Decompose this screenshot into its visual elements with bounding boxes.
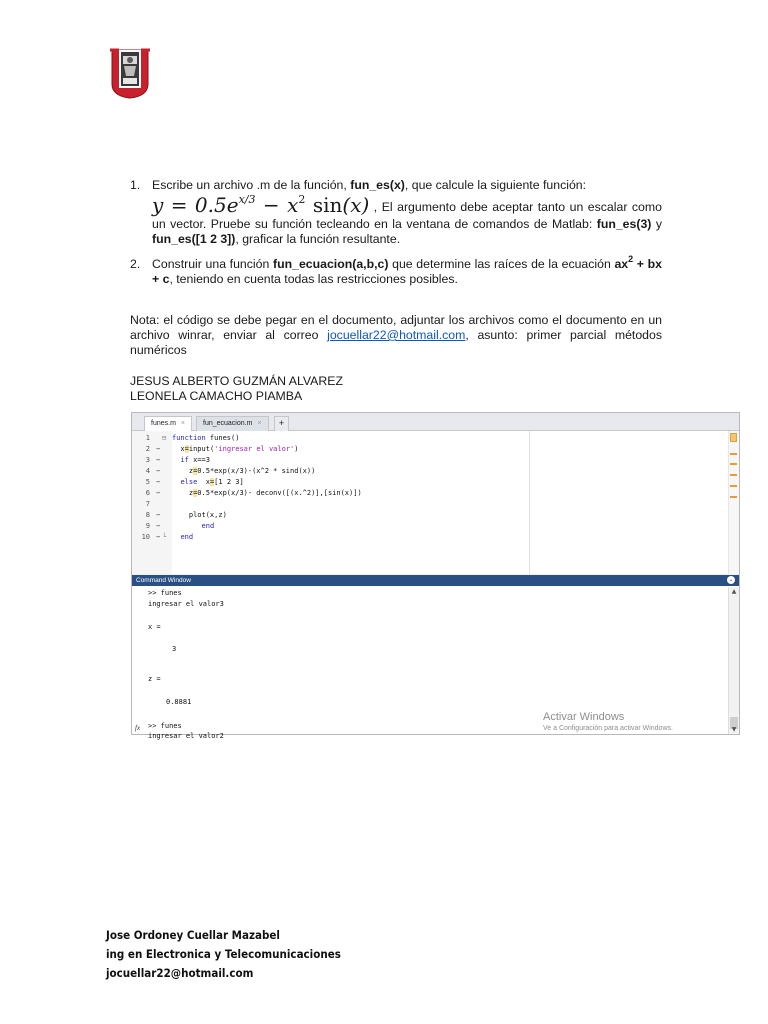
function-name: fun_ecuacion(a,b,c) bbox=[272, 257, 389, 271]
line-number: 6 bbox=[145, 489, 150, 497]
question-text: , El argumento debe aceptar tanto un escalar como un vector. Pruebe su función tecleando en la ventana de comandos de Matlab: bbox=[152, 200, 662, 231]
email-link[interactable]: jocuellar22@hotmail.com bbox=[327, 328, 466, 342]
string-literal: 'ingresar el valor' bbox=[214, 445, 295, 453]
command-line: 0.8881 bbox=[166, 698, 192, 706]
code-line bbox=[172, 433, 239, 444]
code-text: input( bbox=[188, 445, 215, 453]
footer-signature bbox=[106, 926, 341, 983]
warning-marker[interactable] bbox=[730, 453, 737, 455]
code-text: x bbox=[197, 478, 210, 486]
function-call: fun_es(3) bbox=[596, 217, 652, 231]
breakpoint-dash[interactable]: − bbox=[156, 456, 161, 464]
watermark-subtitle: Ve a Configuración para activar Windows. bbox=[543, 725, 673, 732]
highlight: = bbox=[193, 489, 198, 497]
command-line: ingresar el valor3 bbox=[148, 600, 224, 608]
question-text: , que calcule la siguiente función: bbox=[404, 178, 587, 192]
line-number: 2 bbox=[145, 445, 150, 453]
warning-marker[interactable] bbox=[730, 463, 737, 465]
tab-label: fun_ecuacion.m bbox=[203, 420, 253, 427]
command-output[interactable] bbox=[132, 587, 729, 740]
command-line: x = bbox=[148, 623, 161, 631]
equation-exponent: 2 bbox=[628, 254, 634, 264]
warning-indicator-icon bbox=[730, 433, 737, 442]
code-text: x bbox=[172, 445, 185, 453]
question-1 bbox=[130, 178, 662, 247]
formula-lhs: y = 0.5e bbox=[152, 193, 239, 217]
command-line: ingresar el valor2 bbox=[148, 732, 224, 740]
windows-activation-watermark bbox=[543, 711, 673, 734]
code-text: funes() bbox=[205, 434, 240, 442]
command-window-title: Command Window bbox=[136, 577, 191, 584]
question-number: 2. bbox=[130, 257, 141, 271]
question-text: , graficar la función resultante. bbox=[235, 232, 401, 246]
equation: + bx + c bbox=[152, 257, 662, 286]
student-name: LEONELA CAMACHO PIAMBA bbox=[130, 389, 303, 403]
function-name: fun_es(x) bbox=[350, 178, 405, 192]
note-text: , asunto: primer parcial métodos numéricos bbox=[130, 328, 663, 357]
tab-fun-ecuacion[interactable] bbox=[196, 416, 269, 431]
highlight: = bbox=[184, 445, 189, 453]
line-number: 10 bbox=[141, 533, 150, 541]
warning-marker[interactable] bbox=[730, 496, 737, 498]
question-2 bbox=[130, 254, 662, 287]
code-text: x==3 bbox=[188, 456, 210, 464]
highlight: = bbox=[193, 467, 198, 475]
code-line bbox=[172, 466, 315, 477]
keyword: if bbox=[180, 456, 189, 464]
code-analyzer-bar bbox=[728, 431, 739, 574]
formula-term: − x bbox=[255, 193, 299, 217]
code-line bbox=[172, 532, 193, 543]
matlab-screenshot bbox=[131, 412, 740, 740]
command-window[interactable] bbox=[132, 575, 739, 740]
breakpoint-dash[interactable]: − bbox=[156, 445, 161, 453]
question-list bbox=[130, 178, 662, 287]
minimize-icon[interactable]: ⌄ bbox=[728, 577, 734, 583]
code-line bbox=[172, 444, 298, 455]
question-text: y bbox=[651, 217, 662, 231]
breakpoint-dash[interactable]: − bbox=[156, 489, 161, 497]
code-line bbox=[172, 510, 227, 521]
editor-tab-bar bbox=[132, 413, 739, 431]
code-editor[interactable] bbox=[132, 431, 739, 574]
equation: ax bbox=[614, 257, 629, 271]
warning-marker[interactable] bbox=[730, 485, 737, 487]
formula-arg: (x) bbox=[342, 193, 370, 217]
formula bbox=[152, 193, 369, 217]
keyword: end bbox=[180, 533, 194, 541]
tab-label: funes.m bbox=[151, 420, 176, 427]
function-browser-icon[interactable]: fx bbox=[135, 724, 141, 732]
question-text: , teniendo en cuenta todas las restricciones posibles. bbox=[169, 272, 458, 286]
line-number: 4 bbox=[145, 467, 150, 475]
keyword: function bbox=[172, 434, 206, 442]
breakpoint-dash[interactable]: − bbox=[156, 522, 161, 530]
note-paragraph bbox=[130, 313, 662, 358]
keyword: else bbox=[180, 478, 198, 486]
watermark-title: Activar Windows bbox=[543, 711, 625, 723]
student-name: JESUS ALBERTO GUZMÁN ALVAREZ bbox=[130, 374, 343, 388]
warning-marker[interactable] bbox=[730, 474, 737, 476]
command-window-title-bar bbox=[132, 575, 739, 586]
command-line: z = bbox=[148, 675, 161, 683]
fold-end-icon: └ bbox=[162, 533, 167, 541]
student-names bbox=[130, 374, 343, 404]
shield-icon bbox=[110, 48, 150, 100]
code-line bbox=[172, 477, 244, 488]
code-line bbox=[172, 455, 210, 466]
author-title: ing en Electronica y Telecomunicaciones bbox=[106, 947, 341, 961]
code-text: 0.5*exp(x/3)- deconv([(x.^2)],[sin(x)]) bbox=[197, 489, 362, 497]
keyword: end bbox=[201, 522, 215, 530]
line-number: 9 bbox=[145, 522, 150, 530]
line-number: 8 bbox=[145, 511, 150, 519]
right-margin-line bbox=[529, 431, 530, 574]
code-text: 0.5*exp(x/3)-(x^2 * sind(x)) bbox=[197, 467, 316, 475]
code-text bbox=[172, 522, 202, 530]
question-text: Escribe un archivo .m de la función, bbox=[152, 178, 351, 192]
code-line bbox=[172, 488, 362, 499]
question-text: que determine las raíces de la ecuación bbox=[388, 257, 615, 271]
code-text: z bbox=[172, 467, 194, 475]
line-number: 3 bbox=[145, 456, 150, 464]
tab-funes[interactable] bbox=[144, 416, 192, 431]
author-name: Jose Ordoney Cuellar Mazabel bbox=[106, 928, 280, 942]
function-call: fun_es([1 2 3]) bbox=[152, 232, 236, 246]
formula-sin: sin bbox=[305, 193, 343, 217]
code-text: ) bbox=[294, 445, 299, 453]
add-tab-button[interactable]: + bbox=[274, 416, 289, 431]
command-line: >> funes bbox=[148, 589, 182, 597]
code-text bbox=[172, 511, 189, 519]
scroll-down-icon[interactable]: ▼ bbox=[731, 726, 737, 733]
formula-exponent: x/3 bbox=[238, 193, 256, 206]
breakpoint-dash[interactable]: − bbox=[156, 533, 161, 541]
command-line: 3 bbox=[172, 645, 177, 653]
close-icon[interactable]: × bbox=[257, 420, 262, 427]
breakpoint-dash[interactable]: − bbox=[156, 511, 161, 519]
code-text: plot(x,z) bbox=[188, 511, 227, 519]
command-scrollbar[interactable] bbox=[728, 587, 739, 734]
line-number: 7 bbox=[145, 500, 150, 508]
question-text: Construir una función bbox=[152, 257, 273, 271]
code-text: [1 2 3] bbox=[214, 478, 244, 486]
breakpoint-dash[interactable]: − bbox=[156, 467, 161, 475]
author-email: jocuellar22@hotmail.com bbox=[106, 966, 254, 980]
code-text: z bbox=[172, 489, 194, 497]
close-icon[interactable]: × bbox=[180, 420, 185, 427]
formula-exponent: 2 bbox=[298, 193, 306, 206]
line-number: 5 bbox=[145, 478, 150, 486]
fold-icon[interactable]: ⊟ bbox=[162, 434, 167, 442]
code-line bbox=[172, 521, 214, 532]
question-number: 1. bbox=[130, 178, 141, 192]
note-text: Nota: el código se debe pegar en el documento, adjuntar los archivos como el documento en un archivo winrar, enviar al correo bbox=[130, 313, 662, 342]
scroll-up-icon[interactable]: ▲ bbox=[731, 588, 737, 595]
command-line: >> funes bbox=[148, 722, 182, 730]
highlight: = bbox=[209, 478, 215, 486]
university-logo bbox=[110, 48, 150, 100]
breakpoint-dash[interactable]: − bbox=[156, 478, 161, 486]
line-number: 1 bbox=[145, 434, 150, 442]
